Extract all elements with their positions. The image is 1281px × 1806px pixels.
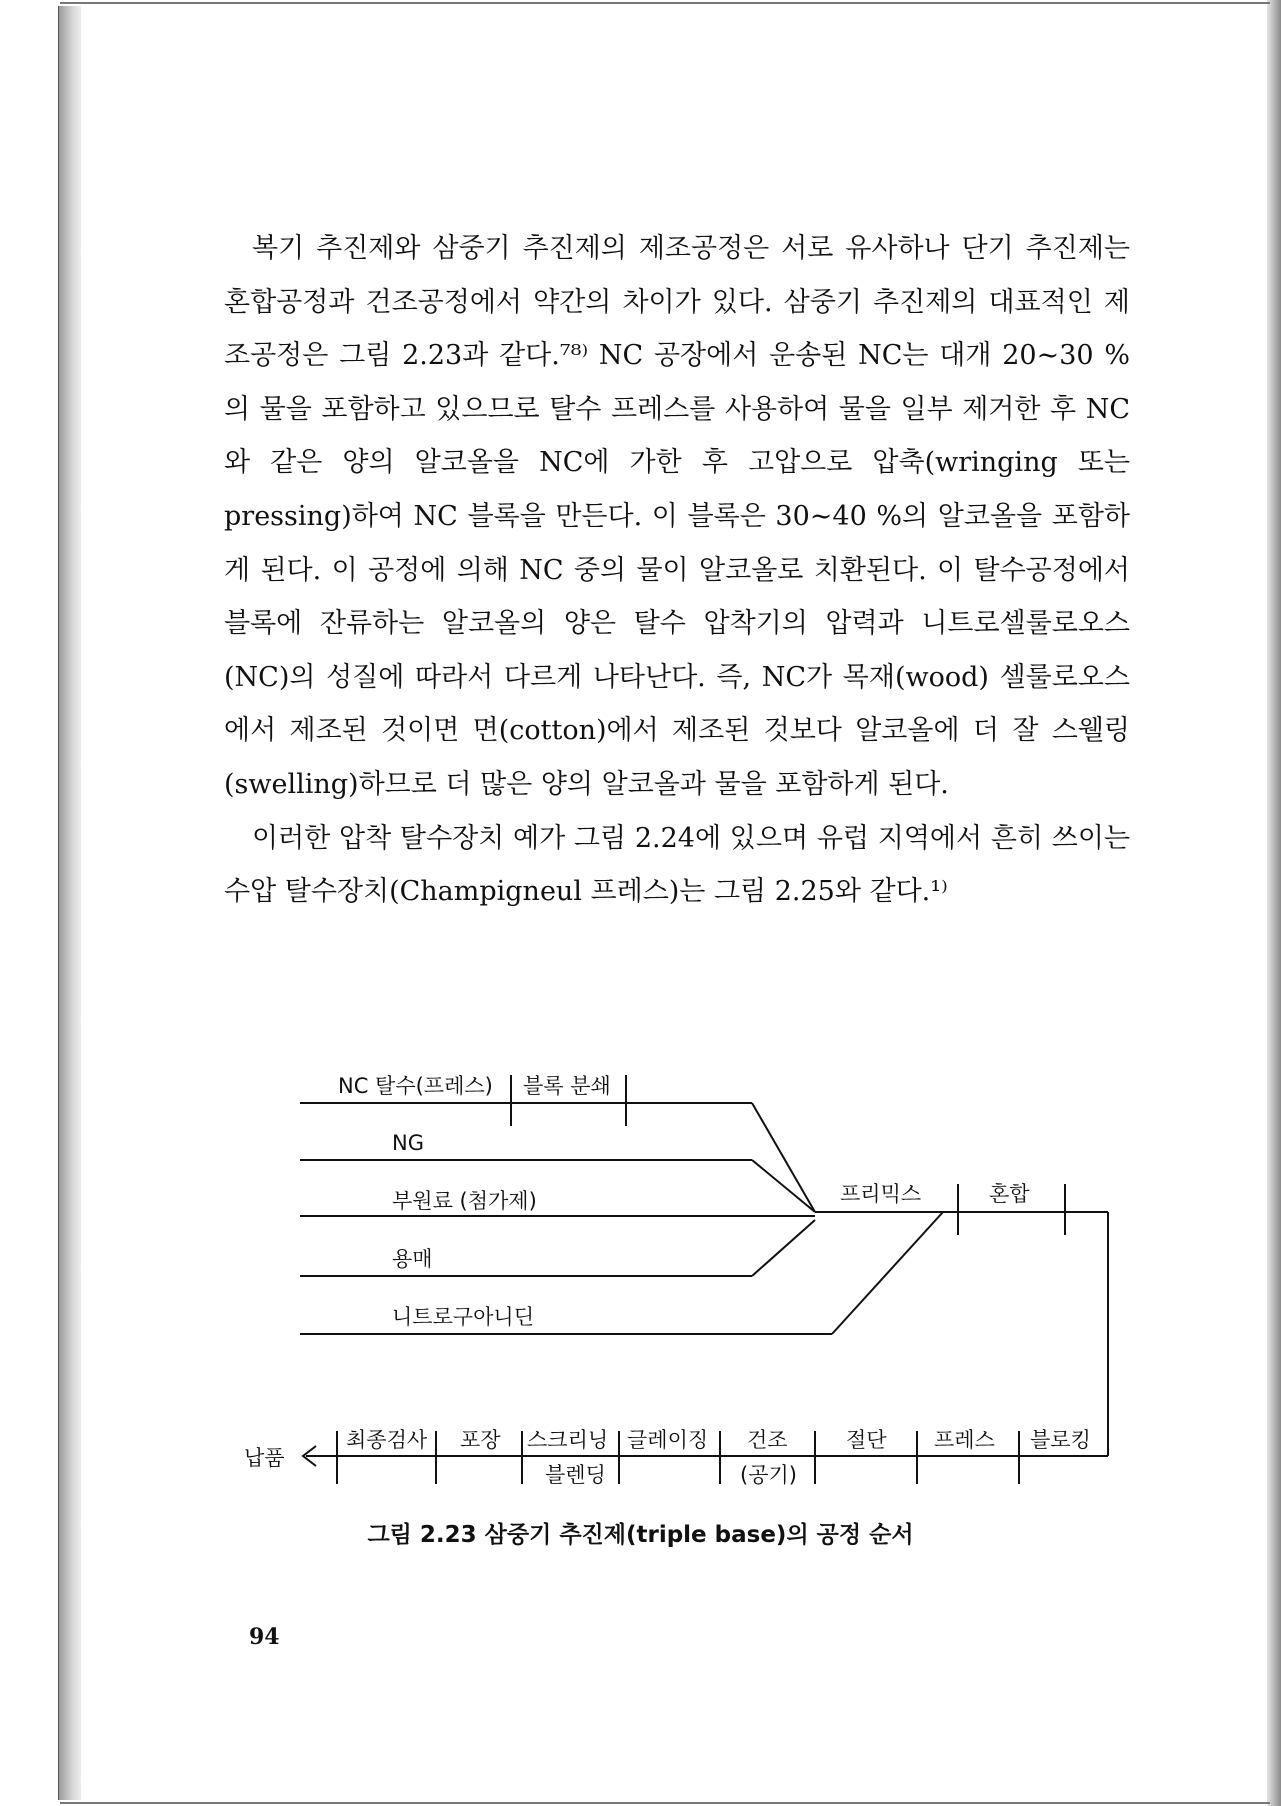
label-delivery: 납품: [244, 1446, 285, 1470]
paragraph-2: 이러한 압착 탈수장치 예가 그림 2.24에 있으며 유럽 지역에서 흔히 쓰이는 수압 탈수장치(Champigneul 프레스)는 그림 2.25와 같다.¹⁾: [224, 822, 1130, 908]
label-packaging: 포장: [460, 1428, 501, 1452]
label-press: 프레스: [934, 1428, 995, 1452]
label-additive: 부원료 (첨가제): [392, 1189, 537, 1213]
converge-line-5: [832, 1212, 943, 1334]
figure-caption: 그림 2.23 삼중기 추진제(triple base)의 공정 순서: [367, 1522, 914, 1548]
converge-line-2: [752, 1160, 815, 1212]
label-cutting: 절단: [846, 1428, 887, 1452]
label-glazing: 글레이징: [627, 1428, 709, 1452]
label-solvent: 용매: [392, 1247, 433, 1271]
label-ng: NG: [392, 1131, 424, 1155]
page-number: 94: [249, 1624, 280, 1650]
label-screening: 스크리닝: [527, 1428, 609, 1452]
label-drying-air: (공기): [740, 1463, 797, 1487]
label-drying: 건조: [747, 1428, 788, 1452]
paragraph-1: 복기 추진제와 삼중기 추진제의 제조공정은 서로 유사하나 단기 추진제는 혼합공정과 건조공정에서 약간의 차이가 있다. 삼중기 추진제의 대표적인 제조공정은 그림 2.23과 같다.⁷⁸⁾ NC 공장에서 운송된 NC는 대개 20∼30 %의 물을 포함하고 있으므로 탈수 프레스를 사용하여 물을 일부 제거한 후 NC와 같은 양의 알코올을 NC에 가한 후 고압으로 압축(wringing 또는 pressing)하여 NC 블록을 만든다. 이 블록은 30∼40 %의 알코올을 포함하게 된다. 이 공정에 의해 NC 중의 물이 알코올로 치환된다. 이 탈수공정에서 블록에 잔류하는 알코올의 양은 탈수 압착기의 압력과 니트로셀룰로오스(NC)의 성질에 따라서 다르게 나타난다. 즉, NC가 목재(wood) 셀룰로오스에서 제조된 것이면 면(cotton)에서 제조된 것보다 알코올에 더 잘 스웰링(swelling)하므로 더 많은 양의 알코올과 물을 포함하게 된다.: [224, 233, 1130, 800]
label-final-inspection: 최종검사: [346, 1428, 428, 1452]
label-mixing: 혼합: [989, 1182, 1030, 1206]
label-nitroguanidine: 니트로구아니딘: [392, 1305, 535, 1329]
converge-line-4: [752, 1220, 815, 1276]
label-nc-dewater: NC 탈수(프레스): [338, 1074, 493, 1098]
label-blocking: 블로킹: [1030, 1428, 1091, 1452]
label-blending: 블렌딩: [545, 1463, 606, 1487]
label-premix: 프리믹스: [840, 1182, 922, 1206]
converge-line-1: [752, 1103, 815, 1212]
label-block-crush: 블록 분쇄: [523, 1074, 611, 1098]
